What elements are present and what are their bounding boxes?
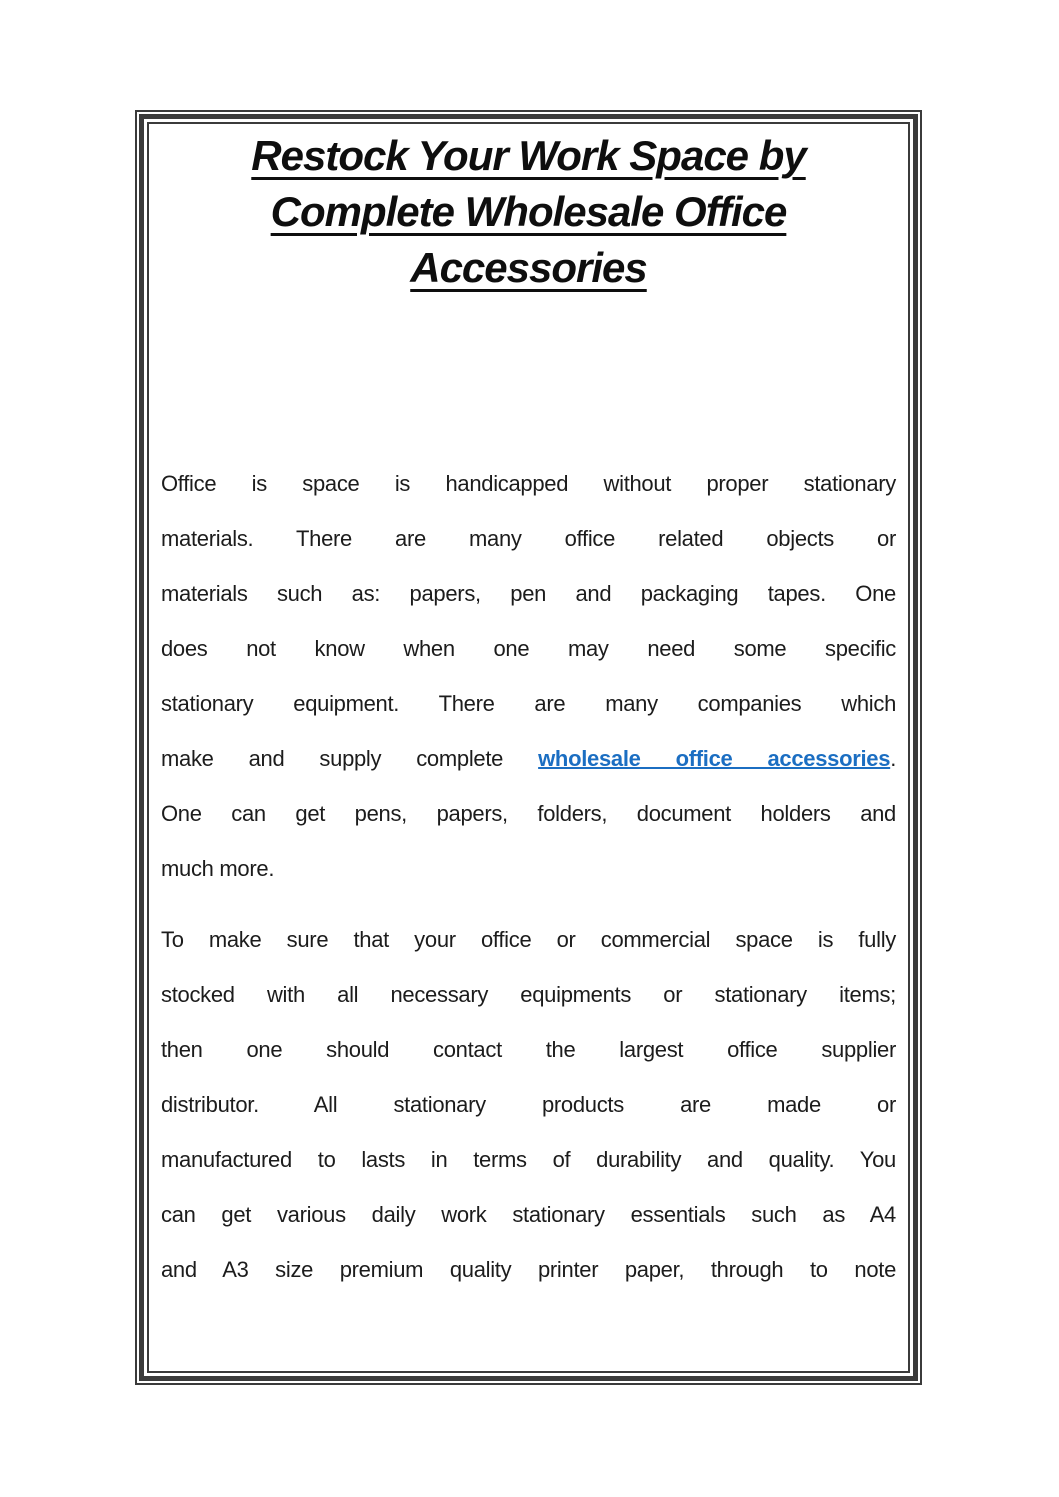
paragraph-line: then one should contact the largest office supplier: [161, 1037, 896, 1062]
document-title-line-2: [161, 184, 896, 240]
paragraph-line: To make sure that your office or commercial space is fully: [161, 927, 896, 952]
paragraph-last-line: much more.: [161, 856, 275, 881]
paragraph-line: manufactured to lasts in terms of durability and quality. You: [161, 1147, 896, 1172]
document-title-line-3: [161, 240, 896, 296]
page-border-frame: [135, 110, 922, 1385]
paragraph-line: stocked with all necessary equipments or stationary items;: [161, 982, 896, 1007]
paragraph-line: and A3 size premium quality printer paper, through to note: [161, 1257, 896, 1282]
document-title-line-1: [161, 128, 896, 184]
paragraph-line: does not know when one may need some specific: [161, 636, 896, 661]
paragraph-line: materials such as: papers, pen and packaging tapes. One: [161, 581, 896, 606]
page-border-frame-inner: [147, 122, 910, 1373]
document-title-text-1: Restock Your Work Space by: [251, 132, 806, 179]
paragraph-line: stationary equipment. There are many companies which: [161, 691, 896, 716]
document-title: [161, 128, 896, 296]
wholesale-office-accessories-link[interactable]: wholesale office accessories: [538, 746, 891, 771]
title-body-spacer: [161, 296, 896, 456]
paragraph-1: [161, 456, 896, 896]
paragraph-line-with-link: [161, 731, 896, 786]
link-line-prefix: make and supply complete: [161, 746, 539, 771]
paragraph-line: distributor. All stationary products are made or: [161, 1092, 896, 1117]
paragraph-line: materials. There are many office related objects or: [161, 526, 896, 551]
document-title-text-2: Complete Wholesale Office: [270, 188, 787, 235]
page-border-frame-middle: [139, 114, 918, 1381]
paragraph-line: One can get pens, papers, folders, document holders and: [161, 801, 896, 826]
document-title-text-3: Accessories: [410, 244, 647, 291]
paragraph-2: [161, 912, 896, 1297]
link-line-suffix: .: [890, 746, 896, 771]
paragraph-line: can get various daily work stationary essentials such as A4: [161, 1202, 896, 1227]
paragraph-line: Office is space is handicapped without proper stationary: [161, 471, 896, 496]
